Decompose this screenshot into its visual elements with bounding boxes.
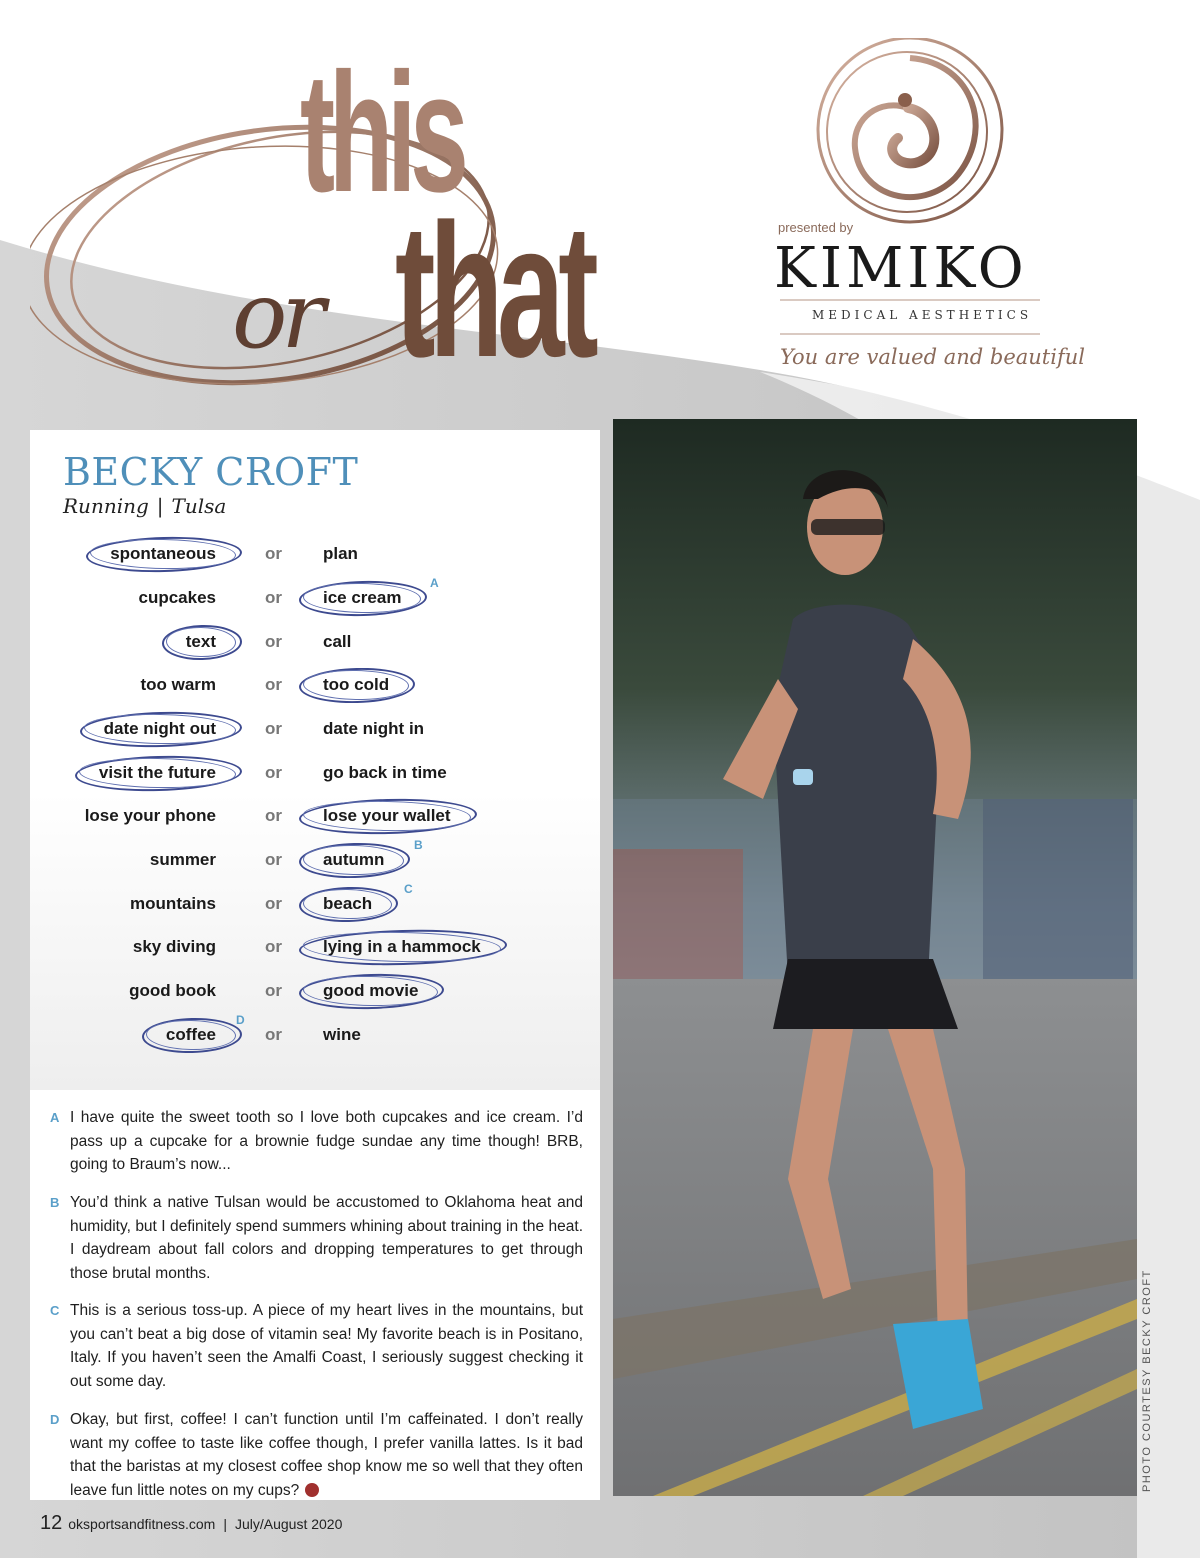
choice-right[interactable] <box>323 937 481 957</box>
choice-or: or <box>265 1025 282 1044</box>
profile-separator: | <box>156 494 164 518</box>
choice-right-label: beach <box>323 894 373 913</box>
choice-right-label: call <box>323 632 352 651</box>
choice-left-label: summer <box>149 850 216 869</box>
note-text: You’d think a native Tulsan would be accustomed to Oklahoma heat and humidity, but I definitely spend summers whining about training in the heat. I daydream about fall colors and dropping temperatures to get through those brutal months. <box>70 1194 583 1282</box>
choice-right[interactable] <box>323 675 389 695</box>
note-text: Okay, but first, coffee! I can’t function until I’m caffeinated. I don’t really want my coffee to taste like coffee though, I prefer vanilla lattes. Is it bad that the baristas at my closest coffee shop know me so well that they often leave fun little notes on my cups? <box>70 1411 583 1499</box>
choice-left-label: text <box>185 632 216 651</box>
choice-right-label: go back in time <box>323 763 447 782</box>
choice-or: or <box>265 588 282 607</box>
footnote-marker: A <box>430 576 439 590</box>
choice-or: or <box>265 632 282 651</box>
choice-row <box>40 977 600 1007</box>
choice-right[interactable] <box>323 763 447 783</box>
footer-separator: | <box>223 1516 227 1532</box>
choice-right-label: good movie <box>323 981 419 1000</box>
note-letter: D <box>50 1412 60 1427</box>
footer-site-link[interactable]: oksportsandfitness.com <box>68 1516 216 1532</box>
runner-photo-illustration <box>613 419 1137 1496</box>
choice-right-label: too cold <box>323 675 390 694</box>
choice-row <box>40 576 600 614</box>
choice-left[interactable] <box>129 981 216 1001</box>
choice-right-label: autumn <box>323 850 385 869</box>
footnote-marker: D <box>236 1013 245 1027</box>
choice-or: or <box>265 850 282 869</box>
choice-right[interactable] <box>323 981 418 1001</box>
choice-right[interactable] <box>323 588 401 608</box>
choice-right-label: plan <box>323 544 358 563</box>
choice-right[interactable] <box>323 719 424 739</box>
choice-or: or <box>265 763 282 782</box>
sponsor-brand: KIMIKO <box>774 236 1028 301</box>
choice-or: or <box>265 981 282 1000</box>
presented-by-label: presented by <box>778 220 854 235</box>
footer-issue: July/August 2020 <box>234 1516 343 1532</box>
choice-left-label: sky diving <box>132 937 216 956</box>
choice-left-label: mountains <box>130 894 216 913</box>
page-footer <box>40 1512 342 1535</box>
choice-right-label: ice cream <box>323 588 402 607</box>
note-letter: B <box>50 1195 60 1210</box>
choice-left-label: visit the future <box>98 763 216 782</box>
title-or: or <box>232 262 320 369</box>
choice-row <box>40 1013 600 1051</box>
choice-or: or <box>265 675 282 694</box>
choice-or: or <box>265 894 282 913</box>
choice-left-label: date night out <box>103 719 216 738</box>
choice-left[interactable] <box>99 763 216 783</box>
choice-right[interactable] <box>323 894 372 914</box>
choice-left-label: lose your phone <box>84 806 216 825</box>
choice-left[interactable] <box>104 719 216 739</box>
profile-name: BECKY CROFT <box>63 450 359 494</box>
note-letter: A <box>50 1110 60 1125</box>
choice-left[interactable] <box>140 675 216 695</box>
title-this: this <box>300 38 463 228</box>
choice-left[interactable] <box>85 806 216 826</box>
choice-right-label: lying in a hammock <box>323 937 481 956</box>
choice-or: or <box>265 937 282 956</box>
choice-left[interactable] <box>166 1025 216 1045</box>
choice-left[interactable] <box>139 588 217 608</box>
choice-right-label: date night in <box>323 719 425 738</box>
choice-right-label: wine <box>323 1025 361 1044</box>
note-letter: C <box>50 1303 60 1318</box>
title-that: that <box>395 185 593 397</box>
photo-credit: PHOTO COURTESY BECKY CROFT <box>1141 1269 1153 1492</box>
profile-subtitle <box>63 494 226 518</box>
choice-left-label: cupcakes <box>138 588 216 607</box>
choice-row <box>40 715 600 745</box>
choice-left-label: too warm <box>140 675 216 694</box>
sponsor-subtitle: MEDICAL AESTHETICS <box>812 308 1033 322</box>
choice-right[interactable] <box>323 1025 361 1045</box>
choice-left[interactable] <box>150 850 216 870</box>
choice-row <box>40 671 600 701</box>
choice-row <box>40 628 600 658</box>
heart-cup-icon <box>305 1483 319 1497</box>
choice-row <box>40 802 600 832</box>
choice-or: or <box>265 719 282 738</box>
footnote-marker: B <box>414 838 423 852</box>
choice-row <box>40 838 600 876</box>
choice-row <box>40 882 600 920</box>
choice-row <box>40 540 600 570</box>
choice-left-label: good book <box>129 981 216 1000</box>
choice-right[interactable] <box>323 544 358 564</box>
choice-right[interactable] <box>323 850 384 870</box>
choice-left-label: coffee <box>165 1025 216 1044</box>
choice-row <box>40 933 600 963</box>
choice-left[interactable] <box>110 544 216 564</box>
choice-or: or <box>265 544 282 563</box>
page-number: 12 <box>40 1512 63 1534</box>
choice-left[interactable] <box>186 632 216 652</box>
choice-row <box>40 759 600 789</box>
choice-left[interactable] <box>130 894 216 914</box>
kimiko-logo-swirl <box>760 38 1060 388</box>
choice-left-label: spontaneous <box>110 544 216 563</box>
choice-or: or <box>265 806 282 825</box>
choice-right[interactable] <box>323 806 451 826</box>
footnote-marker: C <box>404 882 413 896</box>
runner-photo <box>613 419 1137 1496</box>
choice-left[interactable] <box>133 937 216 957</box>
choice-right[interactable] <box>323 632 351 652</box>
profile-sport: Running <box>63 494 149 518</box>
sponsor-tagline: You are valued and beautiful <box>780 345 1085 369</box>
note-text: This is a serious toss-up. A piece of my heart lives in the mountains, but you can’t beat a big dose of vitamin sea! My favorite beach is in Positano, Italy. If you haven’t seen the Amalfi Coast, I seriously suggest checking it out some day. <box>70 1302 583 1390</box>
profile-city: Tulsa <box>171 494 227 518</box>
note-text: I have quite the sweet tooth so I love both cupcakes and ice cream. I’d pass up a cupcake for a brownie fudge sundae any time though! BRB, going to Braum’s now... <box>70 1109 583 1173</box>
choice-right-label: lose your wallet <box>323 806 451 825</box>
